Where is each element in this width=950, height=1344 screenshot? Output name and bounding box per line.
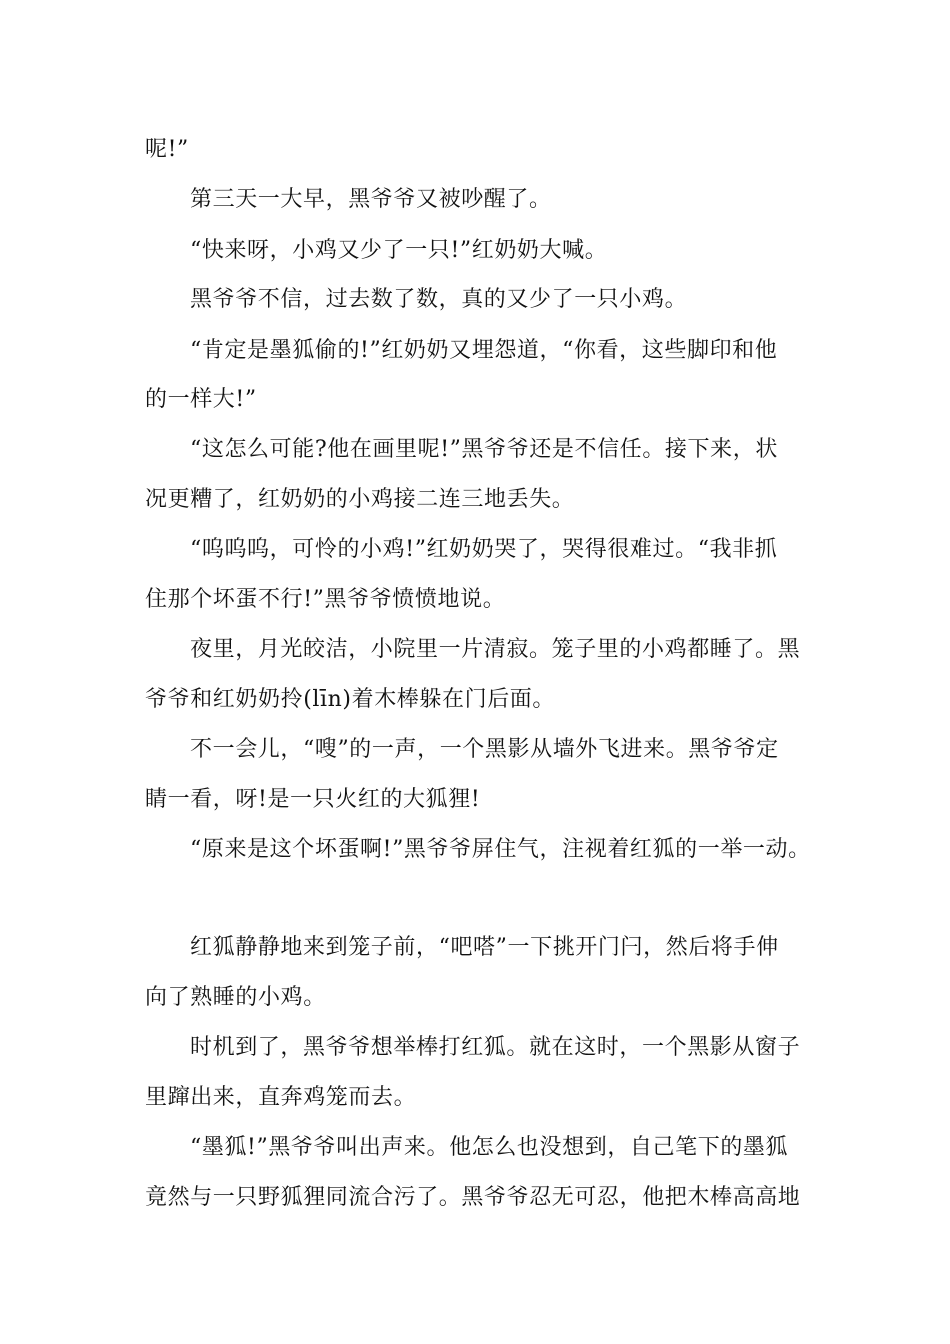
text-line: 住那个坏蛋不行!”黑爷爷愤愤地说。 [145, 587, 506, 612]
text-line: “肯定是墨狐偷的!”红奶奶又埋怨道，“你看，这些脚印和他 [190, 338, 778, 363]
text-line: “墨狐!”黑爷爷叫出声来。他怎么也没想到，自己笔下的墨狐 [190, 1135, 789, 1160]
text-line: 的一样大!” [145, 387, 257, 412]
text-line: 夜里，月光皎洁，小院里一片清寂。笼子里的小鸡都睡了。黑 [190, 637, 801, 662]
text-line: 况更糟了，红奶奶的小鸡接二连三地丢失。 [145, 487, 575, 512]
text-line: 呢!” [145, 137, 189, 162]
text-line: “呜呜呜，可怜的小鸡!”红奶奶哭了，哭得很难过。“我非抓 [190, 537, 778, 562]
text-line: “原来是这个坏蛋啊!”黑爷爷屏住气，注视着红狐的一举一动。 [190, 837, 811, 862]
text-line: “快来呀，小鸡又少了一只!”红奶奶大喊。 [190, 238, 608, 263]
text-line: 爷爷和红奶奶拎(līn)着木棒躲在门后面。 [145, 687, 556, 712]
text-line: “这怎么可能?他在画里呢!”黑爷爷还是不信任。接下来，状 [190, 437, 778, 462]
text-line: 不一会儿，“嗖”的一声，一个黑影从墙外飞进来。黑爷爷定 [190, 737, 779, 762]
text-line: 里蹿出来，直奔鸡笼而去。 [145, 1085, 417, 1110]
text-line: 时机到了，黑爷爷想举棒打红狐。就在这时，一个黑影从窗子 [190, 1035, 801, 1060]
text-line: 竟然与一只野狐狸同流合污了。黑爷爷忍无可忍，他把木棒高高地 [145, 1185, 801, 1210]
text-line: 睛一看，呀!是一只火红的大狐狸! [145, 787, 481, 812]
text-line: 红狐静静地来到笼子前，“吧嗒”一下挑开门闩，然后将手伸 [190, 935, 779, 960]
text-line: 向了熟睡的小鸡。 [145, 985, 326, 1010]
text-line: 黑爷爷不信，过去数了数，真的又少了一只小鸡。 [190, 287, 688, 312]
text-line: 第三天一大早，黑爷爷又被吵醒了。 [190, 187, 552, 212]
